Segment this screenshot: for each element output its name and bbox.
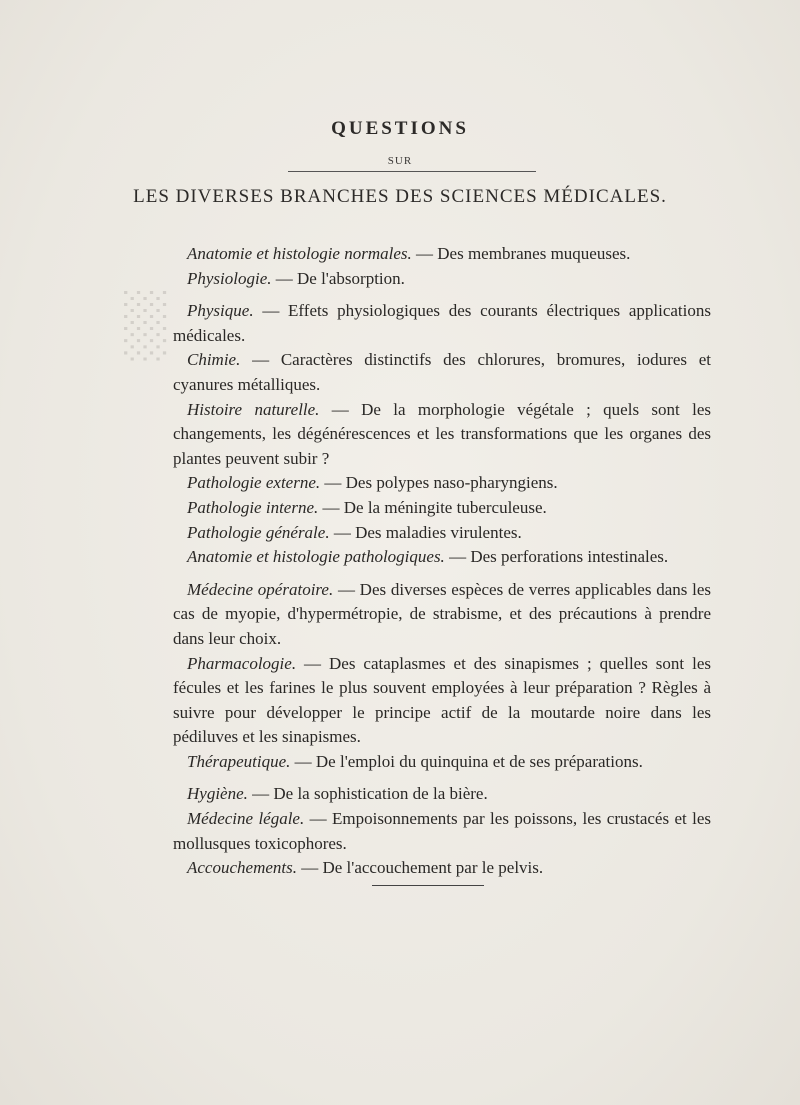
question-entry	[173, 750, 711, 775]
question-entry	[173, 856, 711, 881]
question-text: — Des perforations intestinales.	[444, 547, 669, 567]
question-subject: Pharmacologie.	[187, 653, 297, 673]
question-subject: Accouchements.	[187, 858, 297, 878]
question-entry	[173, 545, 711, 570]
question-text: — De l'absorption.	[271, 268, 405, 288]
question-entry	[173, 471, 711, 496]
question-subject: Thérapeutique.	[187, 751, 291, 771]
bleed-through-mark: ░	[120, 287, 170, 358]
question-subject: Physique.	[187, 301, 254, 321]
question-subject: Médecine légale.	[187, 809, 305, 829]
question-text: — De l'accouchement par le pelvis.	[296, 858, 544, 878]
question-entry	[173, 521, 711, 546]
question-subject: Chimie.	[187, 350, 241, 370]
page-subtitle: LES DIVERSES BRANCHES DES SCIENCES MÉDICALES.	[133, 186, 667, 207]
question-entry	[173, 348, 711, 397]
title-connector: SUR	[387, 155, 413, 167]
questions-list	[173, 242, 711, 881]
question-entry	[173, 299, 711, 348]
question-subject: Anatomie et histologie normales.	[187, 244, 412, 263]
question-text: — Des membranes muqueuses.	[411, 244, 631, 263]
question-subject: Histoire naturelle.	[187, 399, 320, 419]
question-text: — Des polypes naso-pharyngiens.	[320, 473, 558, 493]
question-text: — De la morphologie végétale ; quels sont les changements, les dégénérescences et les transformations que les organes des plantes peuvent subir ?	[173, 399, 711, 468]
question-entry	[173, 242, 711, 267]
question-text: — Effets physiologiques des courants électriques applications médicales.	[173, 301, 711, 345]
question-entry	[173, 807, 711, 856]
question-text: — Caractères distinctifs des chlorures, bromures, iodures et cyanures métalliques.	[173, 350, 711, 394]
question-entry	[173, 578, 711, 652]
question-text: — Des maladies virulentes.	[329, 522, 522, 542]
footer-divider	[372, 885, 484, 886]
question-subject: Pathologie générale.	[187, 522, 330, 542]
question-entry	[173, 267, 711, 292]
question-subject: Médecine opératoire.	[187, 579, 334, 599]
question-text: — Des cataplasmes et des sinapismes ; quelles sont les fécules et les farines le plus souvent employées à leur préparation ? Règles à suivre pour développer le principe actif de la moutarde noire dans les pédiluves et les sinapismes.	[173, 653, 711, 747]
question-subject: Hygiène.	[187, 784, 248, 804]
question-entry	[173, 496, 711, 521]
question-entry	[173, 652, 711, 750]
question-subject: Pathologie interne.	[187, 497, 319, 517]
question-text: — De la sophistication de la bière.	[247, 784, 488, 804]
question-entry	[173, 398, 711, 472]
page-title: QUESTIONS	[331, 118, 469, 139]
question-subject: Anatomie et histologie pathologiques.	[187, 547, 445, 567]
question-text: — De la méningite tuberculeuse.	[318, 497, 547, 517]
question-entry	[173, 782, 711, 807]
question-subject: Physiologie.	[187, 268, 272, 288]
question-text: — De l'emploi du quinquina et de ses préparations.	[290, 751, 643, 771]
question-subject: Pathologie externe.	[187, 473, 321, 493]
question-text: — Des diverses espèces de verres applicables dans les cas de myopie, d'hypermétropie, de strabisme, et des précautions à prendre dans leur choix.	[173, 579, 711, 648]
question-text: — Empoisonnements par les poissons, les crustacés et les mollusques toxicophores.	[173, 809, 711, 853]
title-divider	[288, 171, 536, 172]
